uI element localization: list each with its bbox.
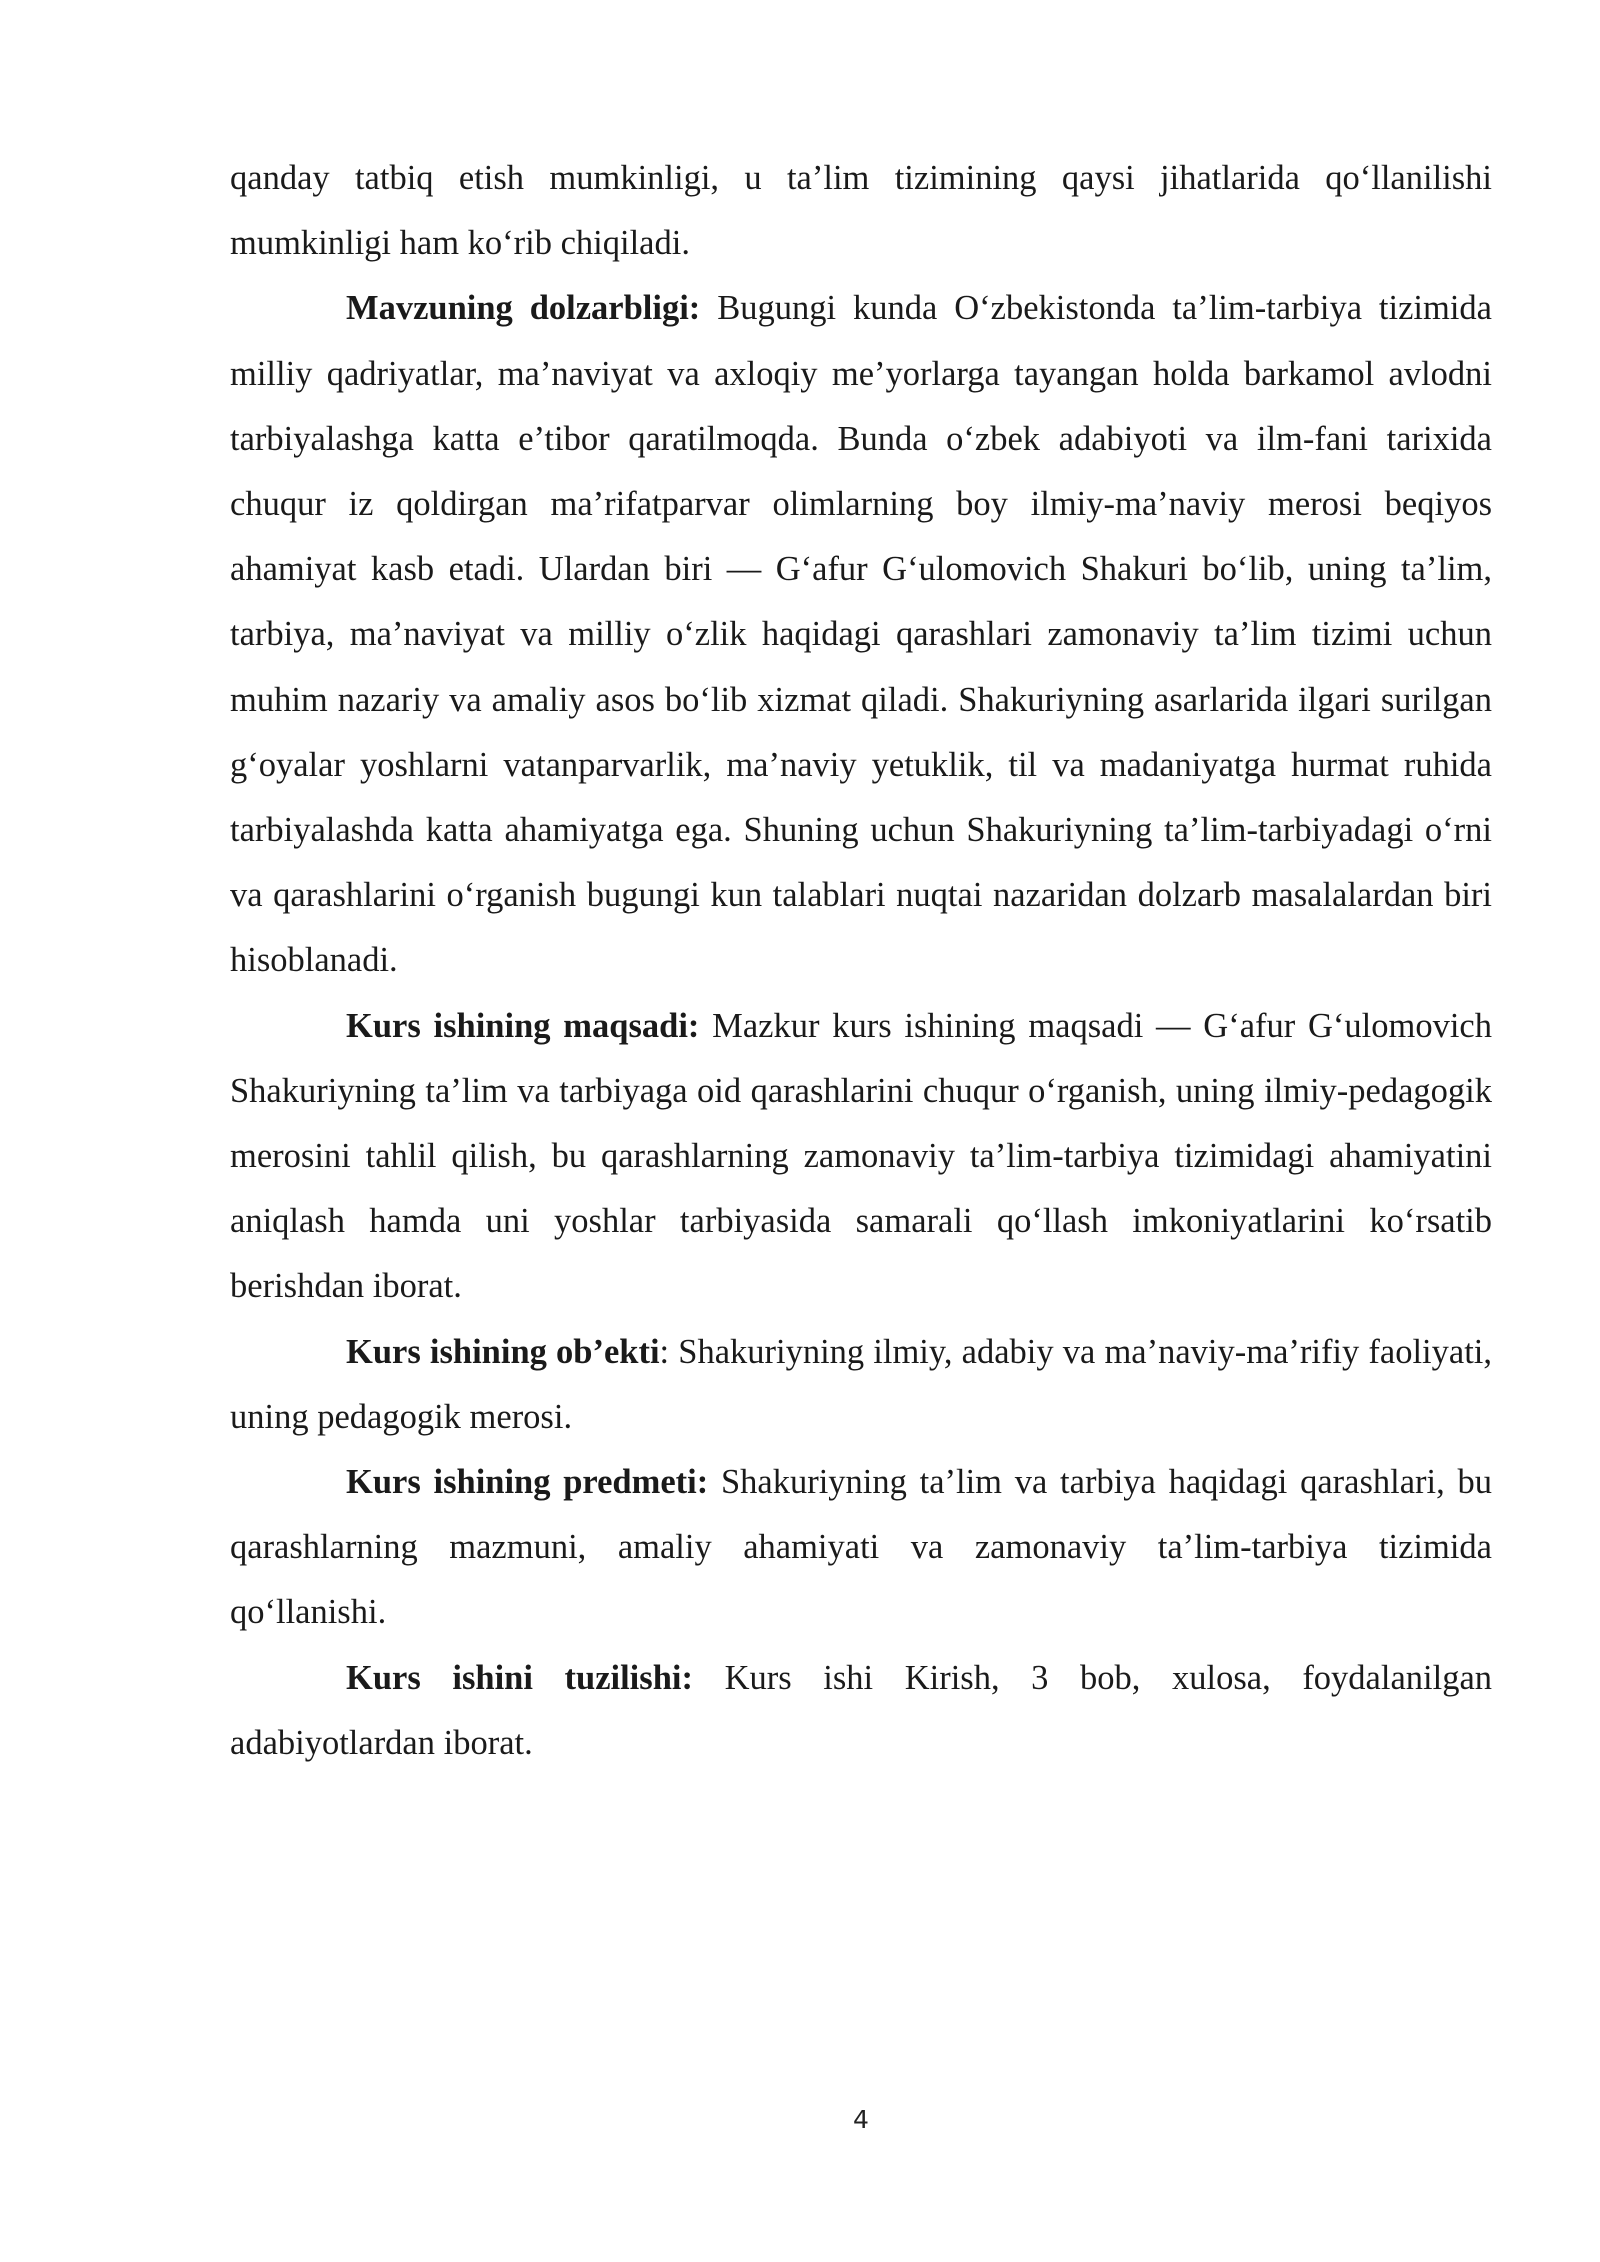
page-number: 4 (853, 2105, 869, 2134)
paragraph-heading: Kurs ishining predmeti: (346, 1463, 709, 1502)
paragraph-subject (230, 1450, 1492, 1646)
paragraph-object (230, 1320, 1492, 1450)
paragraph-heading: Kurs ishini tuzilishi: (346, 1658, 693, 1697)
paragraph-continuation (230, 146, 1492, 276)
paragraph-heading: Kurs ishining maqsadi: (346, 1006, 700, 1045)
paragraph-heading: Mavzuning dolzarbligi: (346, 289, 701, 328)
document-page (230, 146, 1492, 1776)
paragraph-structure (230, 1646, 1492, 1776)
paragraph-text: Kurs ishi Kirish, 3 bob, xulosa, foydalanilgan adabiyotlardan iborat. (230, 1658, 1493, 1762)
paragraph-goal (230, 994, 1492, 1320)
paragraph-text: Shakuriyning ta’lim va tarbiya haqidagi qarashlari, bu qarashlarning mazmuni, amaliy ahamiyati va zamonaviy ta’lim-tarbiya tizimida qo‘llanishi. (230, 1463, 1492, 1632)
paragraph-heading: Kurs ishining ob’ekti (346, 1332, 660, 1371)
paragraph-text: Mazkur kurs ishining maqsadi — G‘afur G‘ulomovich Shakuriyning ta’lim va tarbiyaga oid qarashlarini chuqur o‘rganish, uning ilmiy-pedagogik merosini tahlil qilish, bu qarashlarning zamonaviy ta’lim-tarbiya tizimidagi ahamiyatini aniqlash hamda uni yoshlar tarbiyasida samarali qo‘llash imkoniyatlarini ko‘rsatib berishdan iborat. (230, 1006, 1492, 1306)
paragraph-text: : Shakuriyning ilmiy, adabiy va ma’naviy-ma’rifiy faoliyati, uning pedagogik merosi. (230, 1332, 1492, 1436)
paragraph-relevance (230, 276, 1492, 993)
paragraph-text: qanday tatbiq etish mumkinligi, u ta’lim tizimining qaysi jihatlarida qo‘llanilishi mumkinligi ham ko‘rib chiqiladi. (230, 159, 1492, 263)
paragraph-text: Bugungi kunda O‘zbekistonda ta’lim-tarbiya tizimida milliy qadriyatlar, ma’naviyat va axloqiy me’yorlarga tayangan holda barkamol avlodni tarbiyalashga katta e’tibor qaratilmoqda. Bunda o‘zbek adabiyoti va ilm-fani tarixida chuqur iz qoldirgan ma’rifatparvar olimlarning boy ilmiy-ma’naviy merosi beqiyos ahamiyat kasb etadi. Ulardan biri — G‘afur G‘ulomovich Shakuri bo‘lib, uning ta’lim, tarbiya, ma’naviyat va milliy o‘zlik haqidagi qarashlari zamonaviy ta’lim tizimi uchun muhim nazariy va amaliy asos bo‘lib xizmat qiladi. Shakuriyning asarlarida ilgari surilgan g‘oyalar yoshlarni vatanparvarlik, ma’naviy yetuklik, til va madaniyatga hurmat ruhida tarbiyalashda katta ahamiyatga ega. Shuning uchun Shakuriyning ta’lim-tarbiyadagi o‘rni va qarashlarini o‘rganish bugungi kun talablari nuqtai nazaridan dolzarb masalalardan biri hisoblanadi. (230, 289, 1492, 980)
